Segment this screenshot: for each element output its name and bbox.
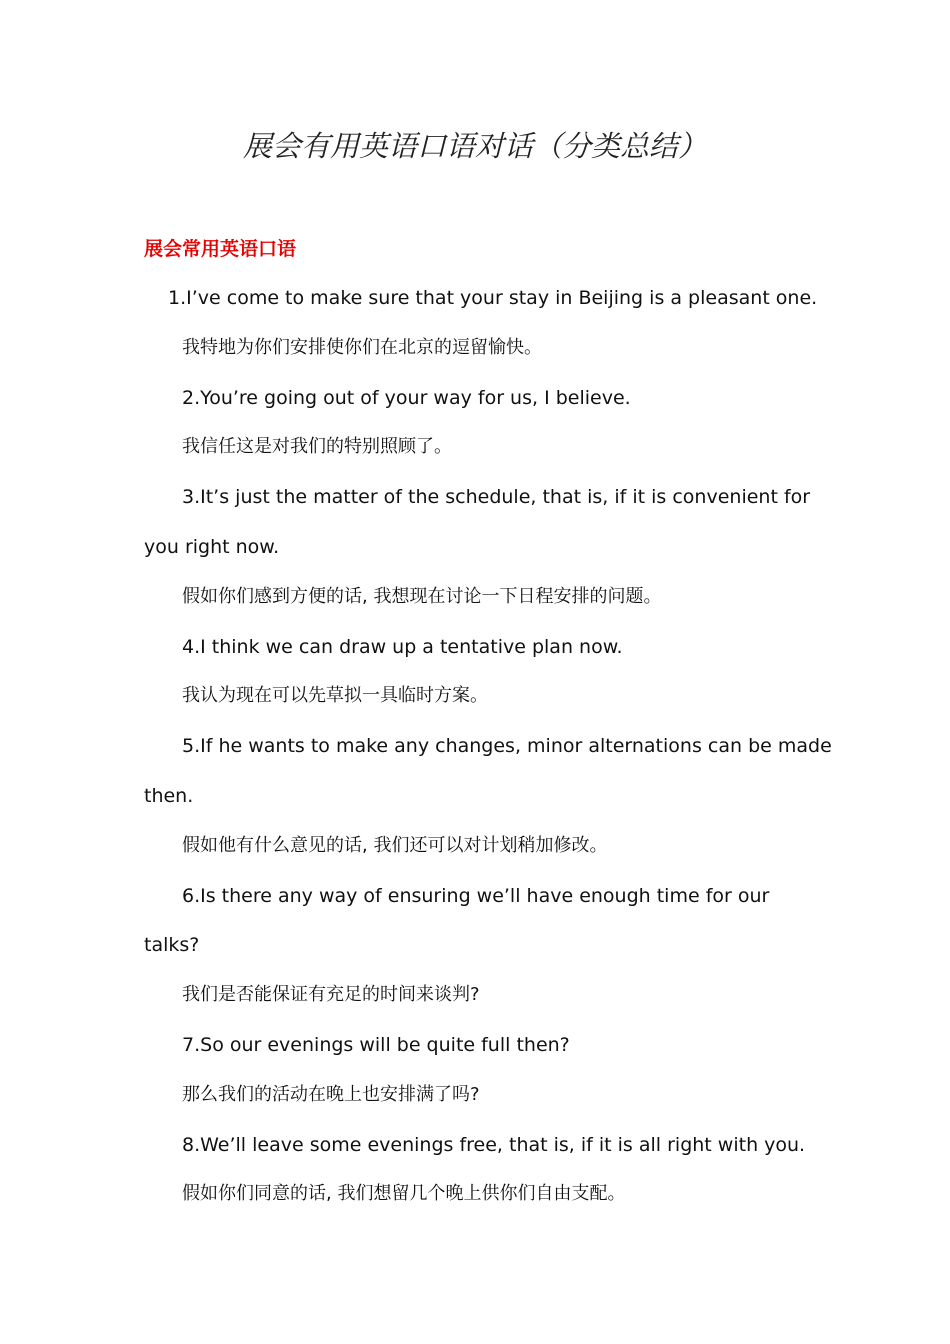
phrase-chinese-1: 我特地为你们安排使你们在北京的逗留愉快。 bbox=[182, 336, 542, 358]
phrase-chinese-6: 我们是否能保证有充足的时间来谈判? bbox=[182, 984, 480, 1006]
phrase-english-1: 1.I’ve come to make sure that your stay in Beijing is a pleasant one. bbox=[168, 287, 818, 309]
phrase-chinese-2: 我信任这是对我们的特别照顾了。 bbox=[182, 436, 452, 458]
document-title: 展会有用英语口语对话（分类总结） bbox=[242, 129, 707, 163]
phrase-english-5-continued: then. bbox=[144, 784, 194, 807]
phrase-chinese-8: 假如你们同意的话, 我们想留几个晚上供你们自由支配。 bbox=[182, 1183, 626, 1205]
phrase-chinese-5: 假如他有什么意见的话, 我们还可以对计划稍加修改。 bbox=[182, 834, 608, 856]
phrase-english-6: 6.Is there any way of ensuring we’ll have enough time for our bbox=[182, 884, 770, 907]
phrase-english-8: 8.We’ll leave some evenings free, that is, if it is all right with you. bbox=[182, 1133, 806, 1156]
phrase-english-3-continued: you right now. bbox=[144, 535, 280, 558]
phrase-english-7: 7.So our evenings will be quite full then? bbox=[182, 1033, 570, 1056]
phrase-chinese-7: 那么我们的活动在晚上也安排满了吗? bbox=[182, 1083, 480, 1105]
phrase-english-2: 2.You’re going out of your way for us, I believe. bbox=[182, 386, 631, 409]
phrase-list bbox=[144, 283, 832, 1229]
phrase-english-5: 5.If he wants to make any changes, minor alternations can be made bbox=[182, 735, 832, 758]
section-heading: 展会常用英语口语 bbox=[144, 238, 297, 260]
phrase-chinese-3: 假如你们感到方便的话, 我想现在讨论一下日程安排的问题。 bbox=[182, 585, 662, 607]
phrase-english-3: 3.It’s just the matter of the schedule, that is, if it is convenient for bbox=[182, 486, 811, 509]
phrase-english-6-continued: talks? bbox=[144, 934, 200, 957]
phrase-english-4: 4.I think we can draw up a tentative plan now. bbox=[182, 635, 623, 658]
phrase-chinese-4: 我认为现在可以先草拟一具临时方案。 bbox=[182, 685, 488, 707]
